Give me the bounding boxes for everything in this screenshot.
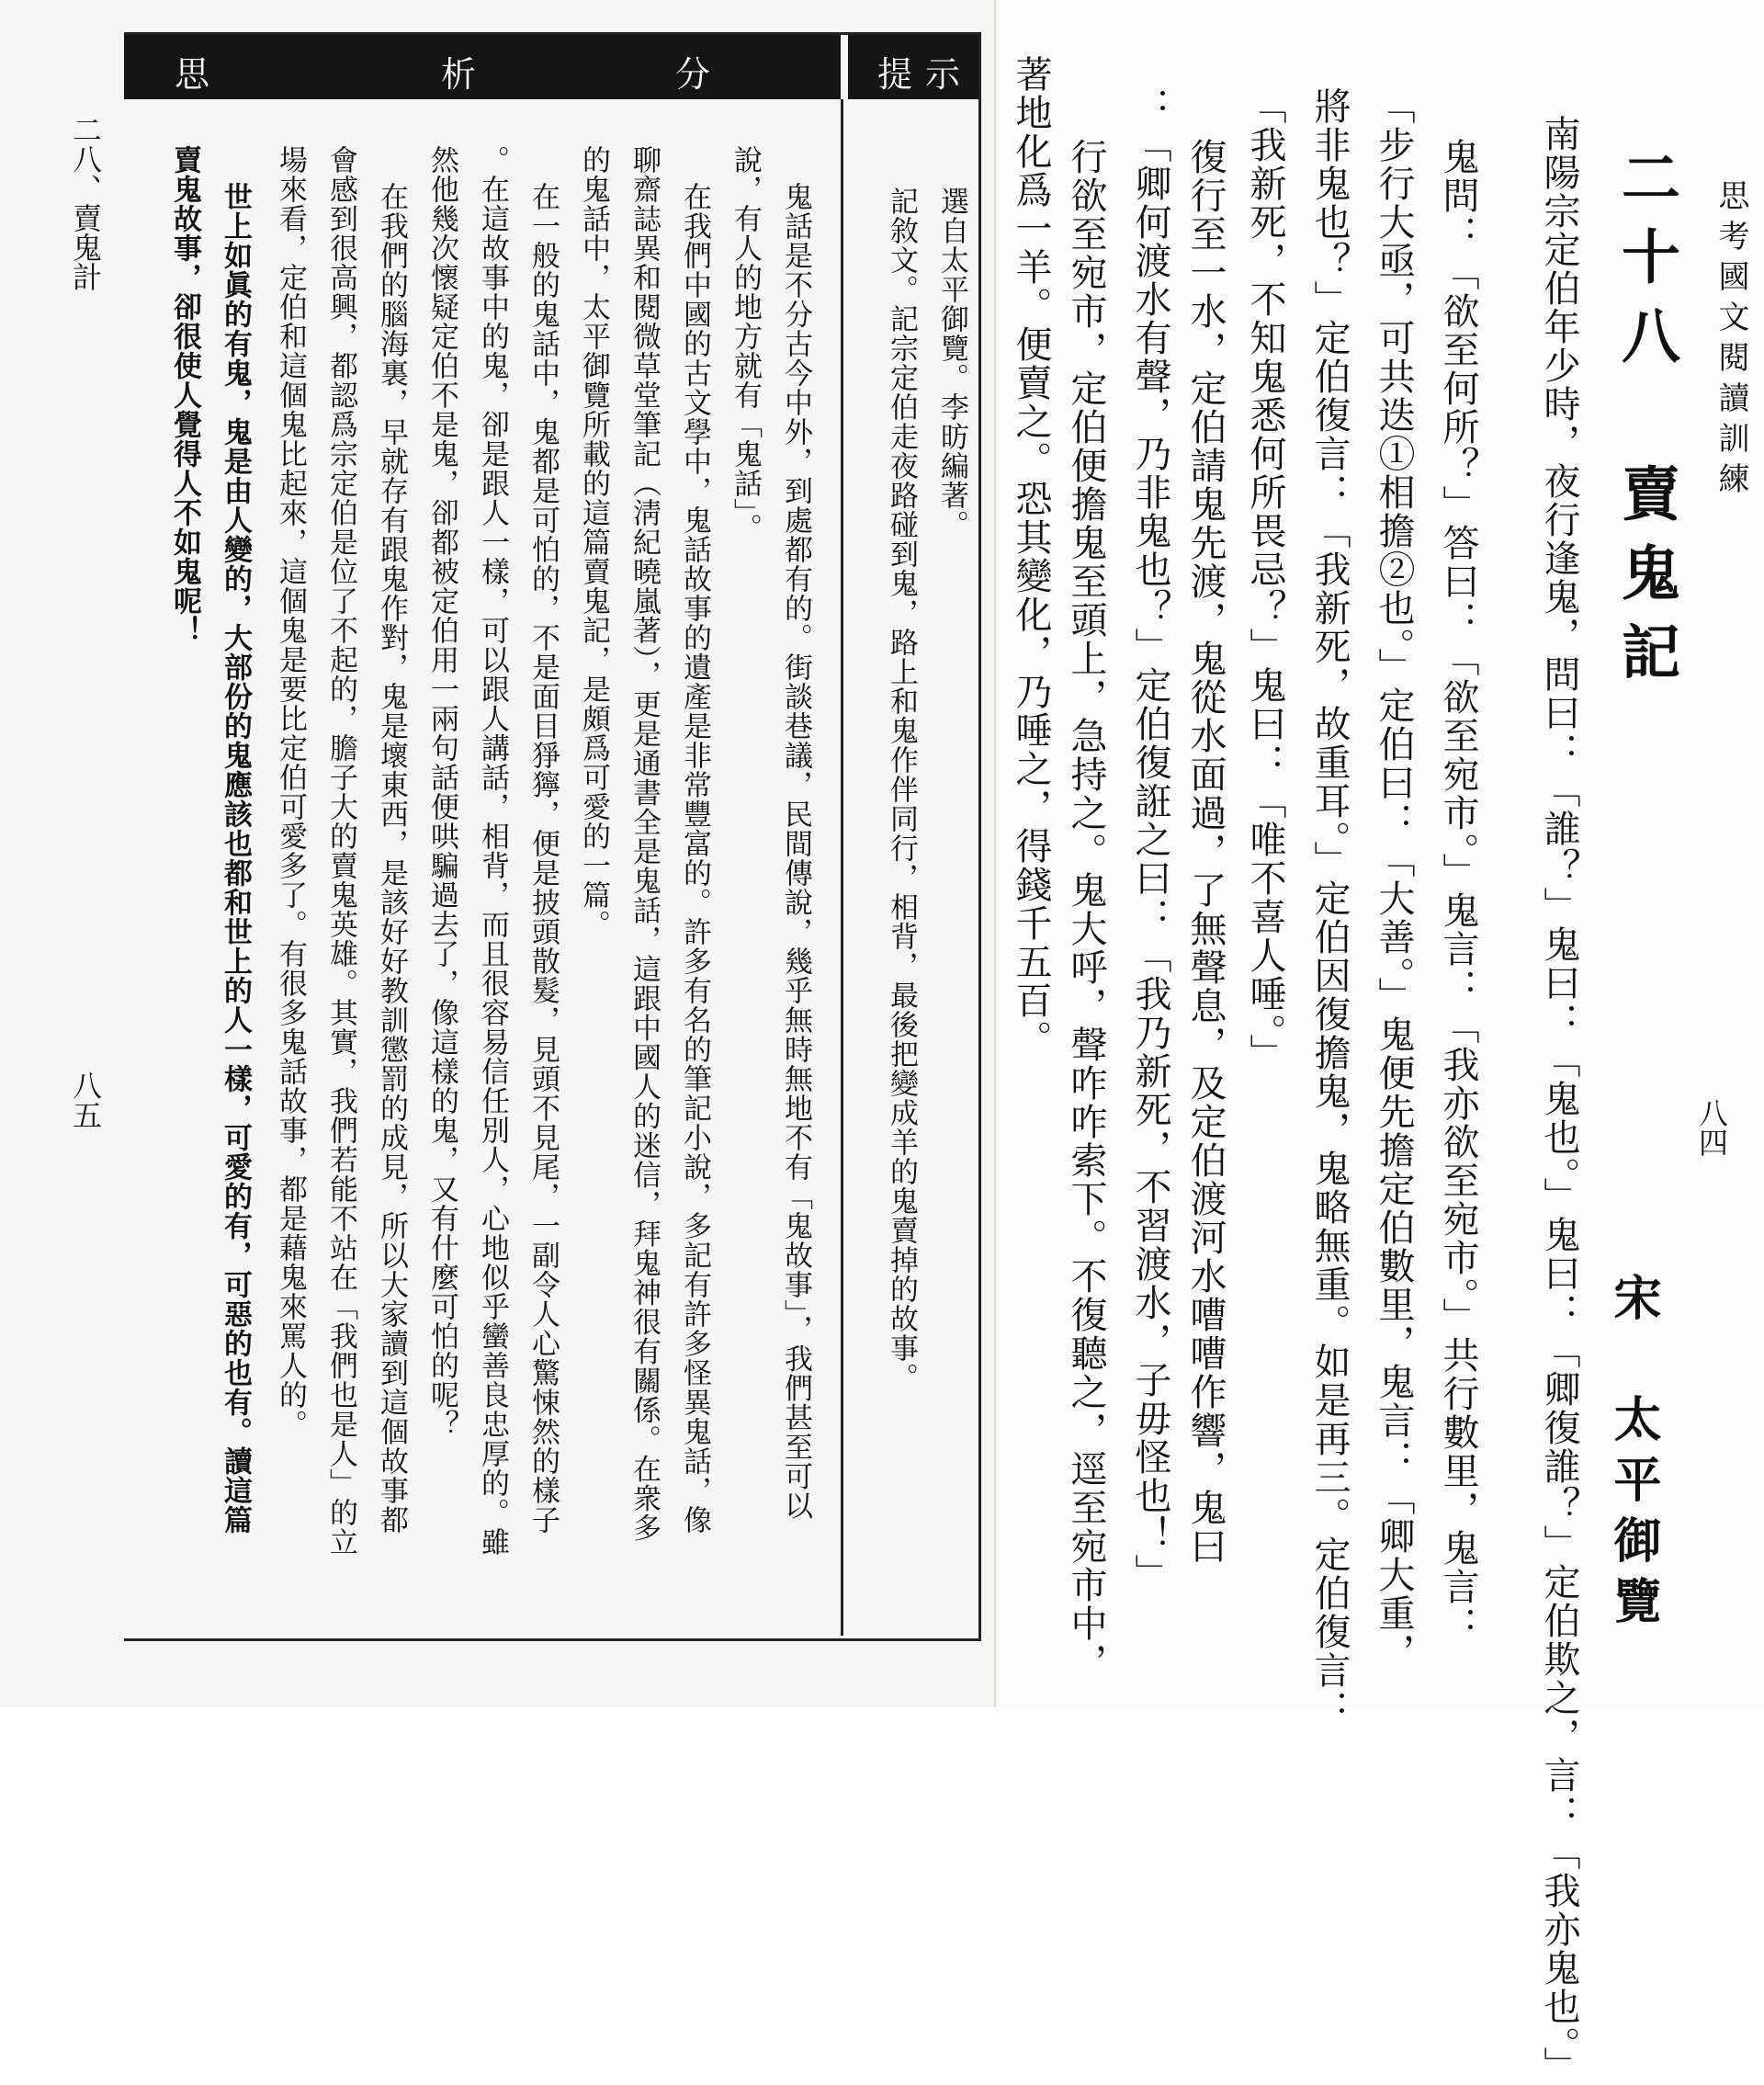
analysis-line: 聊齋誌異和閱微草堂筆記（淸紀曉嵐著），更是通書全是鬼話，這跟中國人的迷信，拜鬼神很有關係。在衆多 bbox=[628, 145, 661, 1543]
story-line: 行欲至宛市，定伯便擔鬼至頭上，急持之。鬼大呼，聲咋咋索下。不復聽之，逕至宛市中， bbox=[1065, 138, 1107, 1682]
tab-prompt: 提示 bbox=[877, 54, 974, 95]
running-foot: 二八、賣鬼計 bbox=[68, 115, 103, 291]
story-line: ：「卿何渡水有聲，乃非鬼也？」定伯復誑之曰：「我乃新死，不習渡水，子毋怪也！」 bbox=[1129, 87, 1171, 1592]
prompt-line: 選自太平御覽。李昉編著。 bbox=[935, 187, 968, 539]
analysis-line: 說，有人的地方就有「鬼話」。 bbox=[729, 145, 762, 543]
story-line: 「我新死，不知鬼悉何所畏忌？」鬼曰：「唯不喜人唾。」 bbox=[1244, 87, 1286, 1072]
analysis-line: 在一般的鬼話中，鬼都是可怕的，不是面目猙獰，便是披頭散髮，見頭不見尾，一副令人心驚悚然的樣子 bbox=[526, 182, 560, 1535]
analysis-line: 在我們的腦海裏，早就存有跟鬼作對，鬼是壞東西，是該好好教訓懲罰的成見，所以大家讀到這個故事都 bbox=[375, 182, 408, 1535]
column-divider bbox=[841, 99, 843, 1636]
prompt-line: 記敘文。記宗定伯走夜路碰到鬼，路上和鬼作伴同行，相背，最後把變成羊的鬼賣掉的故事。 bbox=[885, 187, 918, 1392]
story-line: 著地化爲一羊。便賣之。恐其變化，乃唾之，得錢千五百。 bbox=[1010, 55, 1052, 1059]
tab-divider bbox=[841, 35, 848, 99]
tab-analysis-char: 析 bbox=[441, 54, 477, 95]
analysis-line: 在我們中國的古文學中，鬼話故事的遺產是非常豐富的。許多有名的筆記小說，多記有許多怪異鬼話，像 bbox=[678, 182, 711, 1535]
story-line: 將非鬼也？」定伯復言：「我新死，故重耳。」定伯因復擔鬼，鬼略無重。如是再三。定伯復言： bbox=[1308, 87, 1351, 1728]
analysis-line: 然他幾次懷疑定伯不是鬼，卻都被定伯用一兩句話便哄騙過去了，像這樣的鬼，又有什麼可怕的呢？ bbox=[425, 145, 458, 1439]
section-tab-bar bbox=[124, 35, 978, 99]
analysis-line: 。在這故事中的鬼，卻是跟人一樣，可以跟人講話，相背，而且很容易信任別人，心地似乎蠻善良忠厚的。雖 bbox=[476, 145, 509, 1557]
notes-box bbox=[124, 32, 981, 1641]
analysis-line: 的鬼話中，太平御覽所載的這篇賣鬼記，是頗爲可愛的一篇。 bbox=[577, 145, 610, 939]
story-line: 復行至一水，定伯請鬼先渡，鬼從水面過，了無聲息，及定伯渡河水嘈嘈作響，鬼曰 bbox=[1184, 138, 1227, 1566]
story-line: 南陽宗定伯年少時，夜行逢鬼，問曰：「誰？」鬼曰：「鬼也。」鬼曰：「卿復誰？」定伯欺之，言：「我亦鬼也。」 bbox=[1538, 115, 1580, 2085]
page-number-left: 八五 bbox=[68, 1071, 103, 1129]
running-head: 思考國文閱讀訓練 bbox=[1713, 179, 1749, 503]
story-line: 鬼問：「欲至何所？」答曰：「欲至宛市。」鬼言：「我亦欲至宛市。」共行數里，鬼言： bbox=[1437, 138, 1479, 1645]
tab-analysis-char: 思 bbox=[175, 54, 210, 95]
tab-analysis-char: 分 bbox=[675, 54, 711, 95]
source-author: 宋 太平御覽 bbox=[1605, 1273, 1661, 1637]
analysis-line: 賣鬼故事，卻很使人覺得人不如鬼呢！ bbox=[168, 145, 201, 645]
chapter-title: 二十八 賣鬼記 bbox=[1611, 147, 1680, 700]
analysis-line: 世上如眞的有鬼，鬼是由人變的，大部份的鬼應該也都和世上的人一樣，可愛的有，可惡的也有。讀這篇 bbox=[219, 182, 252, 1535]
analysis-line: 場來看，定伯和這個鬼比起來，這個鬼是要比定伯可愛多了。有很多鬼話故事，都是藉鬼來罵人的。 bbox=[274, 145, 307, 1439]
analysis-line: 會感到很高興，都認爲宗定伯是位了不起的，膽子大的賣鬼英雄。其實，我們若能不站在「我們也是人」的立 bbox=[324, 145, 357, 1557]
page-number-right: 八四 bbox=[1694, 1098, 1729, 1157]
story-line: 「步行大亟，可共迭①相擔②也。」定伯曰：「大善。」鬼便先擔定伯數里，鬼言：「卿大重， bbox=[1373, 87, 1415, 1671]
analysis-line: 鬼話是不分古今中外，到處都有的。街談巷議，民間傳說，幾乎無時無地不有「鬼故事」，我們甚至可以 bbox=[779, 182, 812, 1521]
